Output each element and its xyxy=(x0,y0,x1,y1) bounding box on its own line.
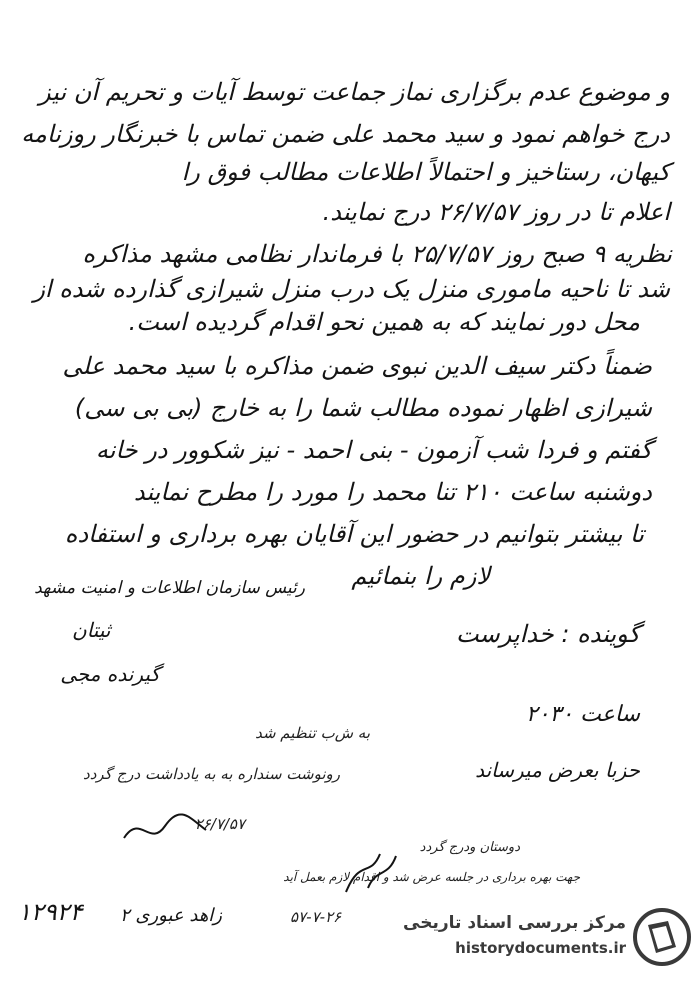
footer-signature-name: زاهد عبوری ۲ xyxy=(120,905,223,926)
document-line: لازم را بنمائیم xyxy=(351,562,490,590)
note-left: حزبا بعرض میرساند xyxy=(475,758,640,782)
document-line: نظریه ۹ صبح روز ۲۵/۷/۵۷ با فرماندار نظامی مشهد مذاکره xyxy=(82,240,672,268)
footer-code: ۵۷-۷-۲۶ xyxy=(290,908,342,926)
document-line: شیرازی اظهار نموده مطالب شما را به خارج (بی بی سی) xyxy=(74,394,652,422)
document-line: ضمناً دکتر سیف الدین نبوی ضمن مذاکره با سید محمد علی xyxy=(62,352,652,380)
footer-note-2: جهت بهره برداری در جلسه عرض شد و اقدام لازم بعمل آید xyxy=(283,870,580,884)
signature-title: رئیس سازمان اطلاعات و امنیت مشهد xyxy=(34,578,305,598)
document-line: کیهان، رستاخیز و احتمالاً اطلاعات مطالب فوق را xyxy=(181,158,670,186)
footer-number: ۱۲۹۲۴ xyxy=(18,898,83,926)
watermark xyxy=(402,907,692,967)
document-line: شد تا ناحیه ماموری منزل یک درب منزل شیرازی گذارده شده از xyxy=(33,275,670,303)
sender-label: گوینده : خداپرست xyxy=(456,620,640,648)
time-label: ساعت ۲۰۳۰ xyxy=(525,702,640,727)
document-line: درج خواهم نمود و سید محمد علی ضمن تماس با خبرنگار روزنامه xyxy=(21,120,670,148)
signature-name: ثیتان xyxy=(72,618,111,642)
note-right: به ش‌ب تنظیم شد xyxy=(255,724,370,742)
footer-signature xyxy=(340,848,400,898)
initial-signature xyxy=(120,808,210,848)
document-line: و موضوع عدم برگزاری نماز جماعت توسط آیات و تحریم آن نیز xyxy=(39,78,670,106)
document-line: محل دور نمایند که به همین نحو اقدام گردیده است. xyxy=(128,308,640,336)
receiver-label: گیرنده مجی xyxy=(60,662,160,686)
document-line: اعلام تا در روز ۲۶/۷/۵۷ درج نمایند. xyxy=(322,198,670,226)
document-line: دوشنبه ساعت ۲۱۰ تنا محمد را مورد را مطرح نمایند xyxy=(133,478,652,506)
footer-note-1: دوستان ودرج گردد xyxy=(419,840,520,855)
note-right-2: رونوشت سنداره به به یادداشت درج گردد xyxy=(83,765,340,783)
archive-logo-icon xyxy=(632,907,692,967)
watermark-url[interactable]: historydocuments.ir xyxy=(455,939,626,957)
date-signature: ۲۶/۷/۵۷ xyxy=(194,815,245,833)
document-line: تا بیشتر بتوانیم در حضور این آقایان بهره برداری و استفاده xyxy=(64,520,644,548)
watermark-org-name: مرکز بررسی اسناد تاریخی xyxy=(403,913,626,933)
document-line: گفتم و فردا شب آزمون - بنی احمد - نیز شکوور در خانه xyxy=(95,436,652,464)
